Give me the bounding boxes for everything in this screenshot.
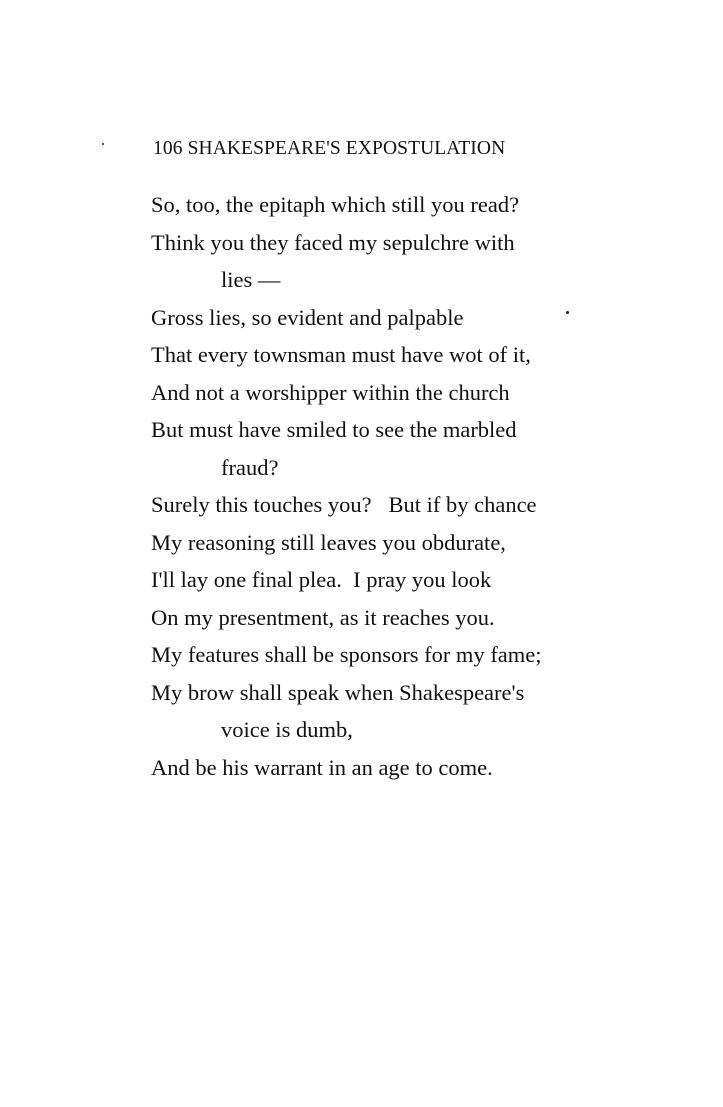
poem-line: I'll lay one final plea. I pray you look <box>151 567 492 592</box>
poem-line: On my presentment, as it reaches you. <box>151 604 495 630</box>
poem-line-continuation: fraud? <box>221 454 279 480</box>
poem-line: My reasoning still leaves you obdurate, <box>151 529 506 555</box>
poem-line-continuation: lies — <box>221 267 281 292</box>
poem-line-continuation: voice is dumb, <box>221 717 353 742</box>
running-head-title: SHAKESPEARE'S EXPOSTULATION <box>187 138 506 159</box>
poem-line: And not a worshipper within the church <box>151 379 510 405</box>
poem-line: Think you they faced my sepulchre with <box>151 229 515 255</box>
poem-line: Surely this touches you? But if by chance <box>151 492 537 517</box>
poem-text <box>151 186 611 786</box>
ink-speck <box>102 143 104 145</box>
poem-line: My features shall be sponsors for my fame; <box>151 642 542 667</box>
poem-line: My brow shall speak when Shakespeare's <box>151 679 525 705</box>
poem-line: But must have smiled to see the marbled <box>151 417 517 442</box>
poem-line: That every townsman must have wot of it, <box>151 342 531 367</box>
running-head <box>153 138 593 160</box>
page-number: 106 <box>153 138 183 159</box>
poem-line: So, too, the epitaph which still you read? <box>151 192 520 217</box>
poem-line: And be his warrant in an age to come. <box>151 754 493 780</box>
poem-line: Gross lies, so evident and palpable <box>151 304 464 330</box>
